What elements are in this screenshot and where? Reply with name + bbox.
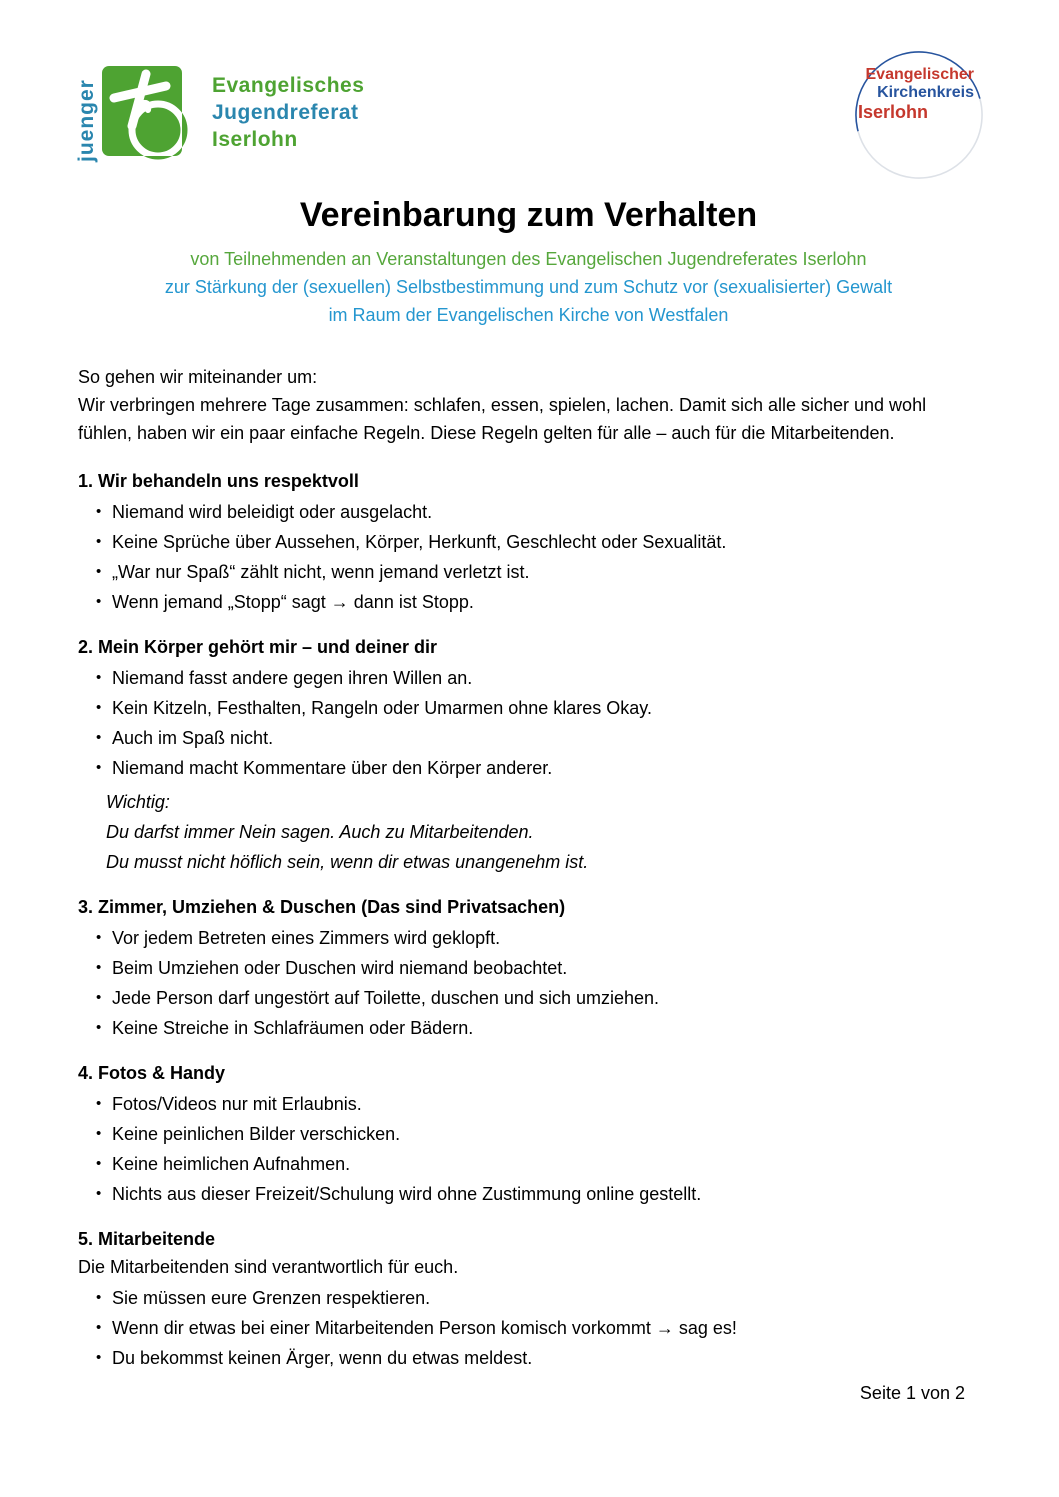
kirchenkreis-line-kirchenkreis: Kirchenkreis bbox=[877, 84, 974, 101]
bullet-item: • Niemand macht Kommentare über den Körper anderer. bbox=[94, 753, 979, 783]
section-heading: 3. Zimmer, Umziehen & Duschen (Das sind Privatsachen) bbox=[78, 897, 566, 917]
intro-lead: So gehen wir miteinander um: bbox=[78, 367, 318, 387]
bullet-item: • Keine heimlichen Aufnahmen. bbox=[94, 1149, 979, 1179]
note-line: Du darfst immer Nein sagen. Auch zu Mitarbeitenden. bbox=[106, 822, 534, 842]
section-heading: 5. Mitarbeitende bbox=[78, 1229, 216, 1249]
document-content bbox=[78, 0, 979, 1373]
important-note bbox=[78, 787, 979, 877]
bullet-item: • Kein Kitzeln, Festhalten, Rangeln oder Umarmen ohne klares Okay. bbox=[94, 693, 979, 723]
bullet-item: • Du bekommst keinen Ärger, wenn du etwas meldest. bbox=[94, 1343, 979, 1373]
bullet-item: • Jede Person darf ungestört auf Toilette, duschen und sich umziehen. bbox=[94, 983, 979, 1013]
note-line: Wichtig: bbox=[106, 792, 170, 812]
bullet-item: • Niemand fasst andere gegen ihren Willen an. bbox=[94, 663, 979, 693]
logo-line-iserlohn: Iserlohn bbox=[212, 128, 298, 151]
bullet-item: • Wenn dir etwas bei einer Mitarbeitenden Person komisch vorkommt → sag es! bbox=[94, 1313, 979, 1343]
bullet-item: • Fotos/Videos nur mit Erlaubnis. bbox=[94, 1089, 979, 1119]
intro-paragraph bbox=[78, 363, 979, 447]
bullet-item: • Auch im Spaß nicht. bbox=[94, 723, 979, 753]
bullet-list bbox=[78, 663, 979, 783]
bullet-list bbox=[78, 1089, 979, 1209]
section-privatsachen bbox=[78, 893, 979, 1043]
kirchenkreis-line-evangelischer: Evangelischer bbox=[865, 66, 974, 83]
section-heading: 2. Mein Körper gehört mir – und deiner dir bbox=[78, 637, 438, 657]
section-respekt bbox=[78, 467, 979, 617]
bullet-item: • Nichts aus dieser Freizeit/Schulung wird ohne Zustimmung online gestellt. bbox=[94, 1179, 979, 1209]
section-mitarbeitende bbox=[78, 1225, 979, 1373]
bullet-item: • Keine peinlichen Bilder verschicken. bbox=[94, 1119, 979, 1149]
bullet-item: • Vor jedem Betreten eines Zimmers wird geklopft. bbox=[94, 923, 979, 953]
section-heading: 1. Wir behandeln uns respektvoll bbox=[78, 471, 359, 491]
subtitle-line-3: im Raum der Evangelischen Kirche von Westfalen bbox=[328, 305, 729, 325]
logo-line-jugendreferat: Jugendreferat bbox=[212, 101, 359, 124]
bullet-list bbox=[78, 923, 979, 1043]
kirchenkreis-line-iserlohn: Iserlohn bbox=[858, 102, 929, 122]
section-heading: 4. Fotos & Handy bbox=[78, 1063, 226, 1083]
bullet-list bbox=[78, 1283, 979, 1373]
subtitle-line-2: zur Stärkung der (sexuellen) Selbstbestimmung und zum Schutz vor (sexualisierter) Gewalt bbox=[164, 277, 893, 297]
bullet-item: • Keine Sprüche über Aussehen, Körper, Herkunft, Geschlecht oder Sexualität. bbox=[94, 527, 979, 557]
intro-text: Wir verbringen mehrere Tage zusammen: schlafen, essen, spielen, lachen. Damit sich alle sicher und wohl fühlen, haben wir ein paar einfache Regeln. Diese Regeln gelten für alle – auch für die Mitarbeitenden. bbox=[78, 395, 927, 443]
page-title: Vereinbarung zum Verhalten bbox=[299, 196, 758, 234]
bullet-item: • Keine Streiche in Schlafräumen oder Bädern. bbox=[94, 1013, 979, 1043]
juenger-vertical-label: juenger bbox=[75, 79, 98, 162]
section-koerper bbox=[78, 633, 979, 877]
bullet-item: • Beim Umziehen oder Duschen wird niemand beobachtet. bbox=[94, 953, 979, 983]
bullet-item: • Sie müssen eure Grenzen respektieren. bbox=[94, 1283, 979, 1313]
section-fotos-handy bbox=[78, 1059, 979, 1209]
bullet-item: • Wenn jemand „Stopp“ sagt → dann ist Stopp. bbox=[94, 587, 979, 617]
subtitle-line-1: von Teilnehmenden an Veranstaltungen des Evangelischen Jugendreferates Iserlohn bbox=[190, 249, 867, 269]
section-lead: Die Mitarbeitenden sind verantwortlich für euch. bbox=[78, 1257, 459, 1277]
subtitle bbox=[78, 245, 979, 329]
bullet-item: • Niemand wird beleidigt oder ausgelacht. bbox=[94, 497, 979, 527]
page-number: Seite 1 von 2 bbox=[859, 1383, 965, 1403]
logo-line-evangelisches: Evangelisches bbox=[212, 74, 365, 97]
bullet-list bbox=[78, 497, 979, 617]
bullet-item: • „War nur Spaß“ zählt nicht, wenn jemand verletzt ist. bbox=[94, 557, 979, 587]
note-line: Du musst nicht höflich sein, wenn dir etwas unangenehm ist. bbox=[106, 852, 589, 872]
